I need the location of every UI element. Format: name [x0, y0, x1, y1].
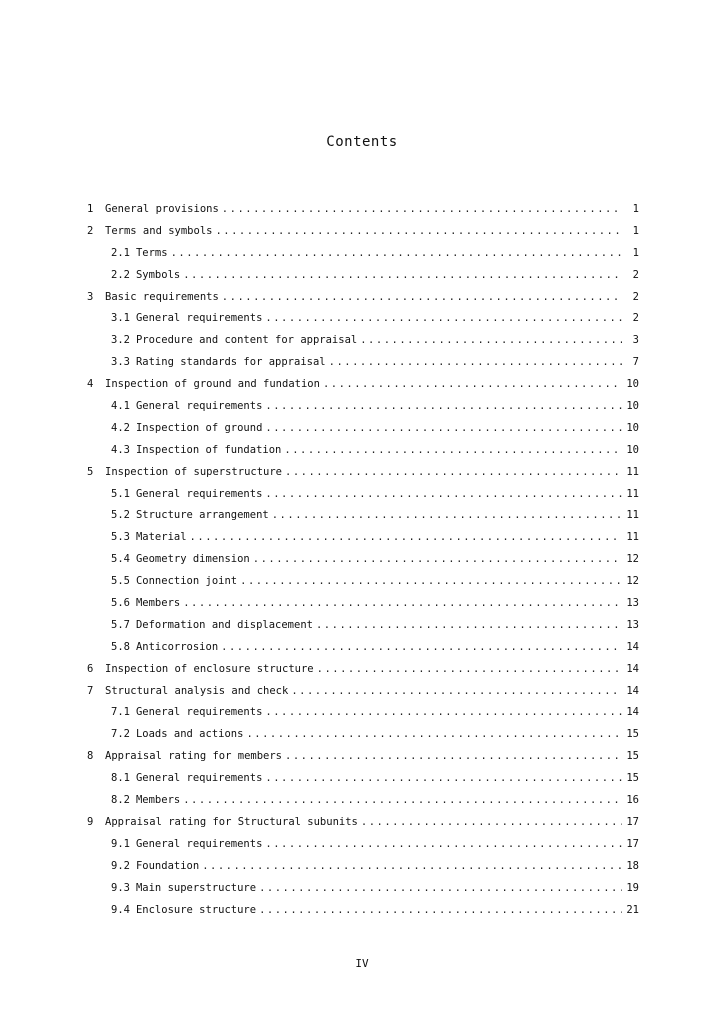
- toc-dot-leader: [285, 750, 622, 762]
- toc-entry-number: 2.1: [111, 246, 130, 259]
- page-title: Contents: [326, 134, 398, 150]
- toc-entry[interactable]: [87, 772, 639, 794]
- toc-entry-number: 4: [87, 378, 94, 391]
- toc-dot-leader: [265, 838, 622, 850]
- toc-dot-leader: [246, 728, 622, 740]
- toc-entry-title: Enclosure structure: [135, 903, 257, 916]
- toc-dot-leader: [183, 269, 622, 281]
- toc-dot-leader: [265, 772, 622, 784]
- toc-entry-title: General requirements: [135, 400, 263, 413]
- toc-entry[interactable]: [87, 597, 639, 619]
- toc-entry[interactable]: [87, 860, 639, 882]
- toc-entry-number: 6: [87, 662, 94, 675]
- toc-entry-page: 10: [626, 378, 639, 391]
- toc-entry-number: 7.2: [111, 728, 130, 741]
- toc-entry-number: 5.1: [111, 487, 130, 500]
- toc-entry-title: Inspection of ground: [135, 421, 263, 434]
- toc-entry-number: 3.1: [111, 312, 130, 325]
- toc-entry-page: 2: [632, 312, 639, 325]
- toc-entry-number: 5: [87, 465, 94, 478]
- toc-entry-title: Connection joint: [135, 575, 238, 588]
- toc-dot-leader: [222, 203, 622, 215]
- toc-entry-page: 2: [632, 268, 639, 281]
- toc-dot-leader: [215, 225, 622, 237]
- toc-entry-title: Members: [135, 597, 181, 610]
- toc-entry-title: Members: [135, 794, 181, 807]
- toc-entry-page: 11: [626, 465, 639, 478]
- toc-entry-number: 9.1: [111, 837, 130, 850]
- toc-entry-title: General provisions: [105, 203, 219, 215]
- toc-entry-number: 5.3: [111, 531, 130, 544]
- toc-entry-number: 4.2: [111, 421, 130, 434]
- toc-entry-title: Basic requirements: [105, 290, 219, 303]
- toc-dot-leader: [171, 247, 622, 259]
- toc-entry[interactable]: [87, 312, 639, 334]
- toc-entry-title: General requirements: [135, 487, 263, 500]
- toc-entry[interactable]: [87, 882, 639, 904]
- toc-entry-page: 3: [632, 334, 639, 347]
- toc-entry-title: Foundation: [135, 859, 200, 872]
- toc-entry-page: 18: [626, 859, 639, 872]
- toc-entry[interactable]: [87, 794, 639, 816]
- toc-dot-leader: [259, 882, 622, 894]
- toc-entry-title: Inspection of superstructure: [105, 465, 283, 478]
- toc-dot-leader: [284, 444, 622, 456]
- toc-entry-number: 3.3: [111, 356, 130, 369]
- toc-entry-page: 14: [626, 706, 639, 719]
- toc-entry-page: 14: [626, 640, 639, 653]
- toc-entry-title: Main superstructure: [135, 881, 257, 894]
- toc-entry-title: Terms: [135, 246, 168, 259]
- toc-entry[interactable]: [87, 291, 639, 313]
- toc-entry-page: 17: [626, 815, 639, 828]
- toc-entry[interactable]: [87, 269, 639, 291]
- toc-entry-title: Anticorrosion: [135, 640, 219, 653]
- toc-entry[interactable]: [87, 378, 639, 400]
- toc-entry-title: Inspection of enclosure structure: [105, 662, 314, 675]
- toc-dot-leader: [361, 816, 622, 828]
- toc-entry-page: 1: [632, 246, 639, 259]
- toc-entry[interactable]: [87, 575, 639, 597]
- toc-entry[interactable]: [87, 488, 639, 510]
- toc-entry-number: 8: [87, 750, 94, 763]
- toc-entry-number: 9.2: [111, 859, 130, 872]
- toc-entry-title: Deformation and displacement: [135, 618, 313, 631]
- toc-entry[interactable]: [87, 706, 639, 728]
- toc-entry-page: 10: [626, 443, 639, 456]
- toc-entry[interactable]: [87, 225, 639, 247]
- toc-dot-leader: [291, 685, 622, 697]
- toc-entry[interactable]: [87, 509, 639, 531]
- toc-dot-leader: [329, 356, 622, 368]
- toc-entry-page: 12: [626, 575, 639, 588]
- toc-entry-title: Inspection of fundation: [135, 443, 282, 456]
- toc-dot-leader: [240, 575, 622, 587]
- toc-entry-page: 10: [626, 400, 639, 413]
- toc-entry-page: 12: [626, 553, 639, 566]
- toc-entry-title: Procedure and content for appraisal: [135, 334, 358, 347]
- toc-dot-leader: [183, 794, 622, 806]
- toc-entry[interactable]: [87, 422, 639, 444]
- toc-entry[interactable]: [87, 838, 639, 860]
- toc-entry-page: 15: [626, 750, 639, 763]
- toc-entry-page: 11: [626, 487, 639, 500]
- toc-entry-number: 5.7: [111, 618, 130, 631]
- toc-entry-number: 7.1: [111, 706, 130, 719]
- toc-dot-leader: [265, 706, 622, 718]
- toc-entry[interactable]: [87, 356, 639, 378]
- toc-entry[interactable]: [87, 641, 639, 663]
- toc-entry-title: Symbols: [135, 268, 181, 281]
- toc-entry-title: General requirements: [135, 837, 263, 850]
- toc-dot-leader: [360, 334, 622, 346]
- toc-dot-leader: [265, 488, 622, 500]
- toc-entry-title: Appraisal rating for members: [105, 750, 283, 763]
- toc-entry-title: General requirements: [135, 312, 263, 325]
- toc-dot-leader: [222, 291, 622, 303]
- toc-entry-page: 1: [632, 224, 639, 237]
- toc-entry[interactable]: [87, 553, 639, 575]
- toc-entry-title: Terms and symbols: [105, 224, 213, 237]
- toc-dot-leader: [221, 641, 622, 653]
- toc-entry-title: Structure arrangement: [135, 509, 269, 522]
- toc-entry-number: 5.8: [111, 640, 130, 653]
- toc-entry-page: 21: [626, 903, 639, 916]
- toc-entry[interactable]: [87, 247, 639, 269]
- toc-entry[interactable]: [87, 444, 639, 466]
- toc-entry[interactable]: [87, 334, 639, 356]
- toc-dot-leader: [265, 422, 622, 434]
- toc-entry-number: 5.5: [111, 575, 130, 588]
- toc-entry-number: 5.4: [111, 553, 130, 566]
- toc-entry-title: General requirements: [135, 706, 263, 719]
- toc-entry-number: 2: [87, 224, 94, 237]
- toc-entry-page: 2: [632, 290, 639, 303]
- toc-dot-leader: [317, 663, 622, 675]
- toc-entry-number: 9: [87, 815, 94, 828]
- toc-entry-page: 7: [632, 356, 639, 369]
- toc-entry-number: 3: [87, 290, 94, 303]
- toc-entry-title: Loads and actions: [135, 728, 244, 741]
- toc-dot-leader: [272, 509, 622, 521]
- toc-dot-leader: [190, 531, 622, 543]
- toc-entry[interactable]: [87, 531, 639, 553]
- toc-dot-leader: [316, 619, 622, 631]
- toc-dot-leader: [202, 860, 622, 872]
- toc-dot-leader: [323, 378, 622, 390]
- toc-entry-page: 14: [626, 684, 639, 697]
- toc-entry[interactable]: [87, 400, 639, 422]
- toc-entry-page: 16: [626, 794, 639, 807]
- toc-entry-page: 13: [626, 597, 639, 610]
- toc-entry[interactable]: [87, 728, 639, 750]
- toc-dot-leader: [265, 312, 622, 324]
- toc-entry-page: 10: [626, 421, 639, 434]
- table-of-contents: [87, 203, 639, 925]
- toc-entry[interactable]: [87, 619, 639, 641]
- toc-entry-title: Rating standards for appraisal: [135, 356, 326, 369]
- toc-entry-number: 5.6: [111, 597, 130, 610]
- toc-entry-number: 7: [87, 684, 94, 697]
- toc-entry-number: 5.2: [111, 509, 130, 522]
- toc-entry-page: 19: [626, 881, 639, 894]
- toc-entry-number: 8.1: [111, 772, 130, 785]
- toc-entry[interactable]: [87, 663, 639, 685]
- toc-entry[interactable]: [87, 685, 639, 707]
- toc-entry-title: Structural analysis and check: [105, 684, 289, 697]
- toc-dot-leader: [253, 553, 622, 565]
- toc-entry-title: Geometry dimension: [135, 553, 250, 566]
- toc-entry-number: 8.2: [111, 794, 130, 807]
- toc-entry-number: 9.4: [111, 903, 130, 916]
- toc-entry[interactable]: [87, 816, 639, 838]
- page-number-footer: IV: [355, 957, 369, 970]
- toc-entry-number: 2.2: [111, 268, 130, 281]
- toc-dot-leader: [183, 597, 622, 609]
- toc-entry-page: 11: [626, 509, 639, 522]
- toc-entry-title: Inspection of ground and fundation: [105, 378, 320, 391]
- toc-entry[interactable]: [87, 904, 639, 926]
- toc-entry-number: 9.3: [111, 881, 130, 894]
- toc-entry[interactable]: [87, 466, 639, 488]
- toc-entry-page: 15: [626, 772, 639, 785]
- toc-entry[interactable]: [87, 203, 639, 225]
- toc-entry-page: 11: [626, 531, 639, 544]
- toc-entry[interactable]: [87, 750, 639, 772]
- toc-entry-page: 17: [626, 837, 639, 850]
- toc-entry-page: 1: [632, 203, 639, 215]
- toc-entry-page: 14: [626, 662, 639, 675]
- toc-entry-number: 4.3: [111, 443, 130, 456]
- toc-entry-page: 15: [626, 728, 639, 741]
- toc-entry-number: 4.1: [111, 400, 130, 413]
- toc-entry-number: 1: [87, 203, 94, 215]
- toc-entry-page: 13: [626, 618, 639, 631]
- toc-dot-leader: [265, 400, 622, 412]
- toc-entry-title: Appraisal rating for Structural subunits: [105, 815, 358, 828]
- toc-entry-title: Material: [135, 531, 187, 544]
- toc-dot-leader: [259, 904, 622, 916]
- toc-entry-title: General requirements: [135, 772, 263, 785]
- toc-entry-number: 3.2: [111, 334, 130, 347]
- toc-dot-leader: [285, 466, 622, 478]
